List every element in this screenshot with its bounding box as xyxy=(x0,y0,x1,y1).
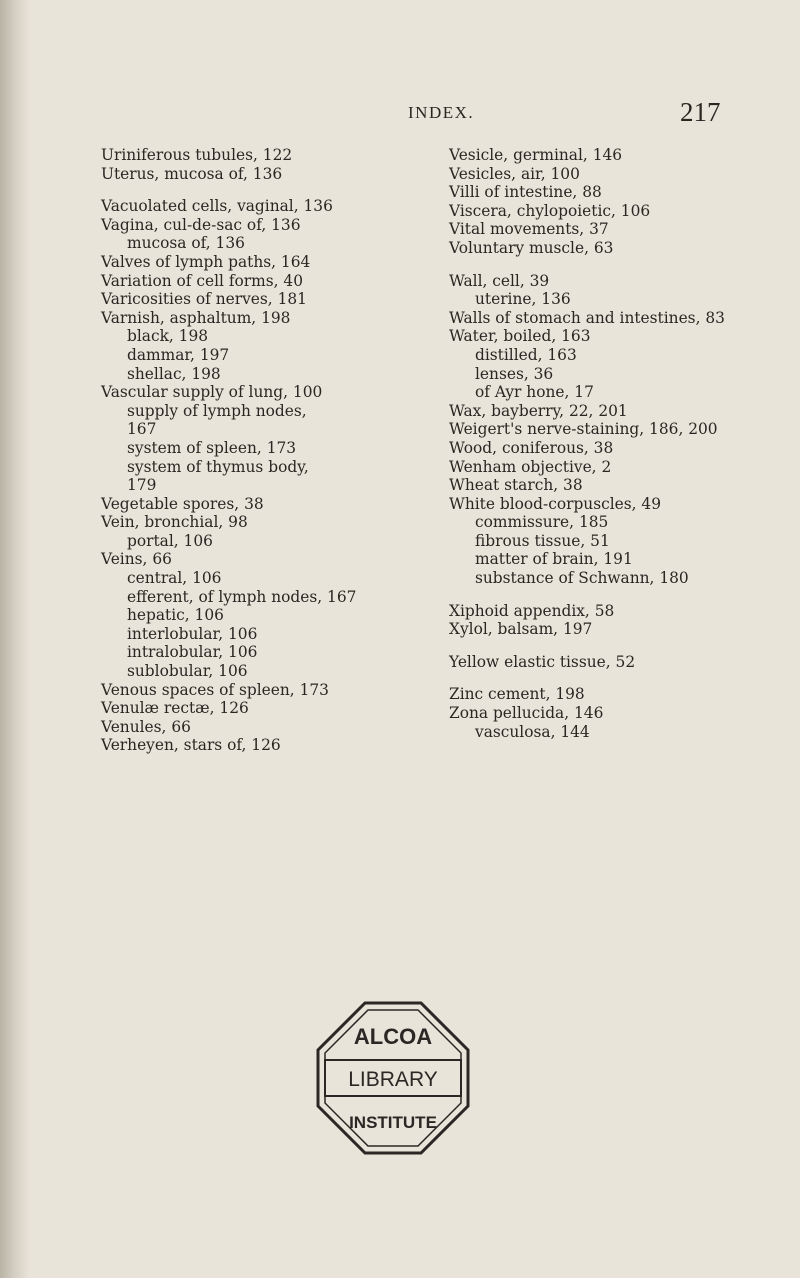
running-head: INDEX. xyxy=(408,103,475,122)
index-entry: Villi of intestine, 88 xyxy=(449,183,602,202)
index-subentry: black, 198 xyxy=(127,327,209,346)
index-entry: Vacuolated cells, vaginal, 136 xyxy=(101,197,333,216)
index-subentry: efferent, of lymph nodes, 167 xyxy=(127,587,357,606)
index-entry: Yellow elastic tissue, 52 xyxy=(449,652,636,671)
page-number: 217 xyxy=(680,97,721,127)
index-subentry: system of thymus body, xyxy=(127,457,309,476)
index-entry: Voluntary muscle, 63 xyxy=(449,238,614,257)
index-subentry: dammar, 197 xyxy=(127,345,230,364)
library-stamp xyxy=(315,1000,471,1156)
index-entry: Venous spaces of spleen, 173 xyxy=(101,680,329,699)
index-subentry: vasculosa, 144 xyxy=(475,722,590,741)
index-subentry: portal, 106 xyxy=(127,531,213,550)
index-subentry: interlobular, 106 xyxy=(127,624,258,643)
index-entry: Vital movements, 37 xyxy=(449,220,609,239)
index-subentry: distilled, 163 xyxy=(475,345,577,364)
index-entry: Vesicle, germinal, 146 xyxy=(449,146,623,164)
index-entry: Varicosities of nerves, 181 xyxy=(101,290,307,309)
index-entry: Vascular supply of lung, 100 xyxy=(101,383,323,402)
index-entry: Verheyen, stars of, 126 xyxy=(101,736,281,755)
index-subentry: sublobular, 106 xyxy=(127,662,248,681)
index-entry: Wax, bayberry, 22, 201 xyxy=(449,401,628,420)
index-subentry: substance of Schwann, 180 xyxy=(475,569,689,588)
index-entry: Uterus, mucosa of, 136 xyxy=(101,164,283,183)
index-entry: Vesicles, air, 100 xyxy=(449,164,580,183)
index-subentry: supply of lymph nodes, xyxy=(127,401,307,420)
index-entry: Xiphoid appendix, 58 xyxy=(449,601,615,620)
index-subentry: fibrous tissue, 51 xyxy=(475,531,610,550)
index-subentry: matter of brain, 191 xyxy=(475,550,633,569)
index-entry: Vagina, cul-de-sac of, 136 xyxy=(101,215,301,234)
index-subentry: of Ayr hone, 17 xyxy=(475,383,594,402)
index-subentry: intralobular, 106 xyxy=(127,643,258,662)
index-entry: Wood, coniferous, 38 xyxy=(449,438,614,457)
index-entry: Viscera, chylopoietic, 106 xyxy=(449,201,651,220)
index-entry: Venules, 66 xyxy=(101,717,191,736)
index-subentry: hepatic, 106 xyxy=(127,606,224,625)
index-entry: Valves of lymph paths, 164 xyxy=(101,252,311,271)
index-subentry: commissure, 185 xyxy=(475,513,609,532)
stamp-center-text: LIBRARY xyxy=(348,1068,438,1091)
index-subentry: lenses, 36 xyxy=(475,364,554,383)
index-entry: White blood-corpuscles, 49 xyxy=(449,494,662,513)
index-entry: Veins, 66 xyxy=(101,550,172,569)
index-entry: Water, boiled, 163 xyxy=(449,327,591,346)
index-column-left xyxy=(101,146,421,755)
index-entry: Uriniferous tubules, 122 xyxy=(101,146,293,164)
index-subentry: uterine, 136 xyxy=(475,290,571,309)
stamp-bottom-text: INSTITUTE xyxy=(349,1113,437,1132)
stamp-top-text: ALCOA xyxy=(353,1024,433,1049)
index-entry: Weigert's nerve-staining, 186, 200 xyxy=(449,420,718,439)
index-entry: Wall, cell, 39 xyxy=(449,271,550,290)
index-entry: Venulæ rectæ, 126 xyxy=(101,699,249,718)
library-stamp-octagon-icon xyxy=(315,1000,471,1156)
index-entry: Wheat starch, 38 xyxy=(449,476,583,495)
index-entry: Wenham objective, 2 xyxy=(449,457,612,476)
index-entry: Xylol, balsam, 197 xyxy=(449,620,593,639)
index-entry: Vein, bronchial, 98 xyxy=(101,513,248,532)
index-entry: Variation of cell forms, 40 xyxy=(101,271,304,290)
index-entry: Zinc cement, 198 xyxy=(449,685,585,704)
index-entry: Zona pellucida, 146 xyxy=(449,704,604,723)
index-entry: Vegetable spores, 38 xyxy=(101,494,264,513)
index-subentry: 167 xyxy=(127,420,157,439)
index-subentry: 179 xyxy=(127,476,157,495)
index-subentry: central, 106 xyxy=(127,569,222,588)
index-column-right xyxy=(449,146,789,741)
page-gutter-shadow xyxy=(0,0,30,1278)
index-subentry: mucosa of, 136 xyxy=(127,234,245,253)
index-entry: Varnish, asphaltum, 198 xyxy=(101,308,291,327)
index-entry: Walls of stomach and intestines, 83 xyxy=(449,308,725,327)
index-subentry: system of spleen, 173 xyxy=(127,438,297,457)
index-subentry: shellac, 198 xyxy=(127,364,221,383)
